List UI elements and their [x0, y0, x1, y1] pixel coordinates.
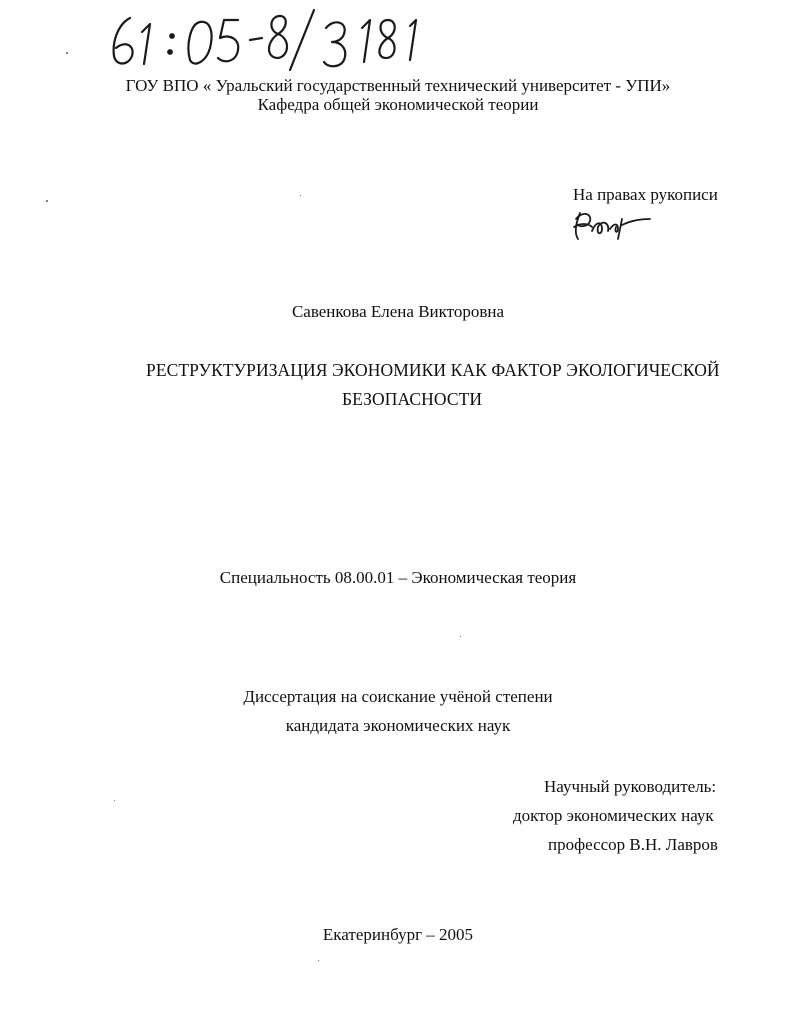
- supervisor-label: Научный руководитель:: [544, 777, 717, 796]
- dissertation-degree-line1: Диссертация на соискание учёной степени: [243, 687, 553, 706]
- scan-speck: [46, 200, 48, 202]
- organization-name: ГОУ ВПО « Уральский государственный технический университет - УПИ»: [125, 76, 671, 95]
- scan-speck: [460, 636, 461, 637]
- scan-speck: [300, 195, 301, 196]
- scan-speck: [114, 800, 115, 801]
- author-name: Савенкова Елена Викторовна: [291, 302, 505, 321]
- manuscript-note: На правах рукописи: [573, 185, 718, 204]
- scan-speck: [318, 960, 319, 961]
- dissertation-title-line2: БЕЗОПАСНОСТИ: [342, 389, 483, 409]
- scan-speck: [66, 52, 68, 54]
- dissertation-degree-line2: кандидата экономических наук: [285, 716, 511, 735]
- city-year: Екатеринбург – 2005: [322, 925, 474, 944]
- department-name: Кафедра общей экономической теории: [257, 95, 539, 114]
- supervisor-name: профессор В.Н. Лавров: [548, 835, 718, 854]
- author-signature: [570, 205, 660, 245]
- dissertation-title-line1: РЕСТРУКТУРИЗАЦИЯ ЭКОНОМИКИ КАК ФАКТОР ЭКОЛОГИЧЕСКОЙ: [146, 360, 720, 380]
- supervisor-degree: доктор экономических наук: [513, 806, 714, 825]
- handwritten-archive-number: [100, 6, 430, 72]
- specialty: Специальность 08.00.01 – Экономическая теория: [219, 568, 577, 587]
